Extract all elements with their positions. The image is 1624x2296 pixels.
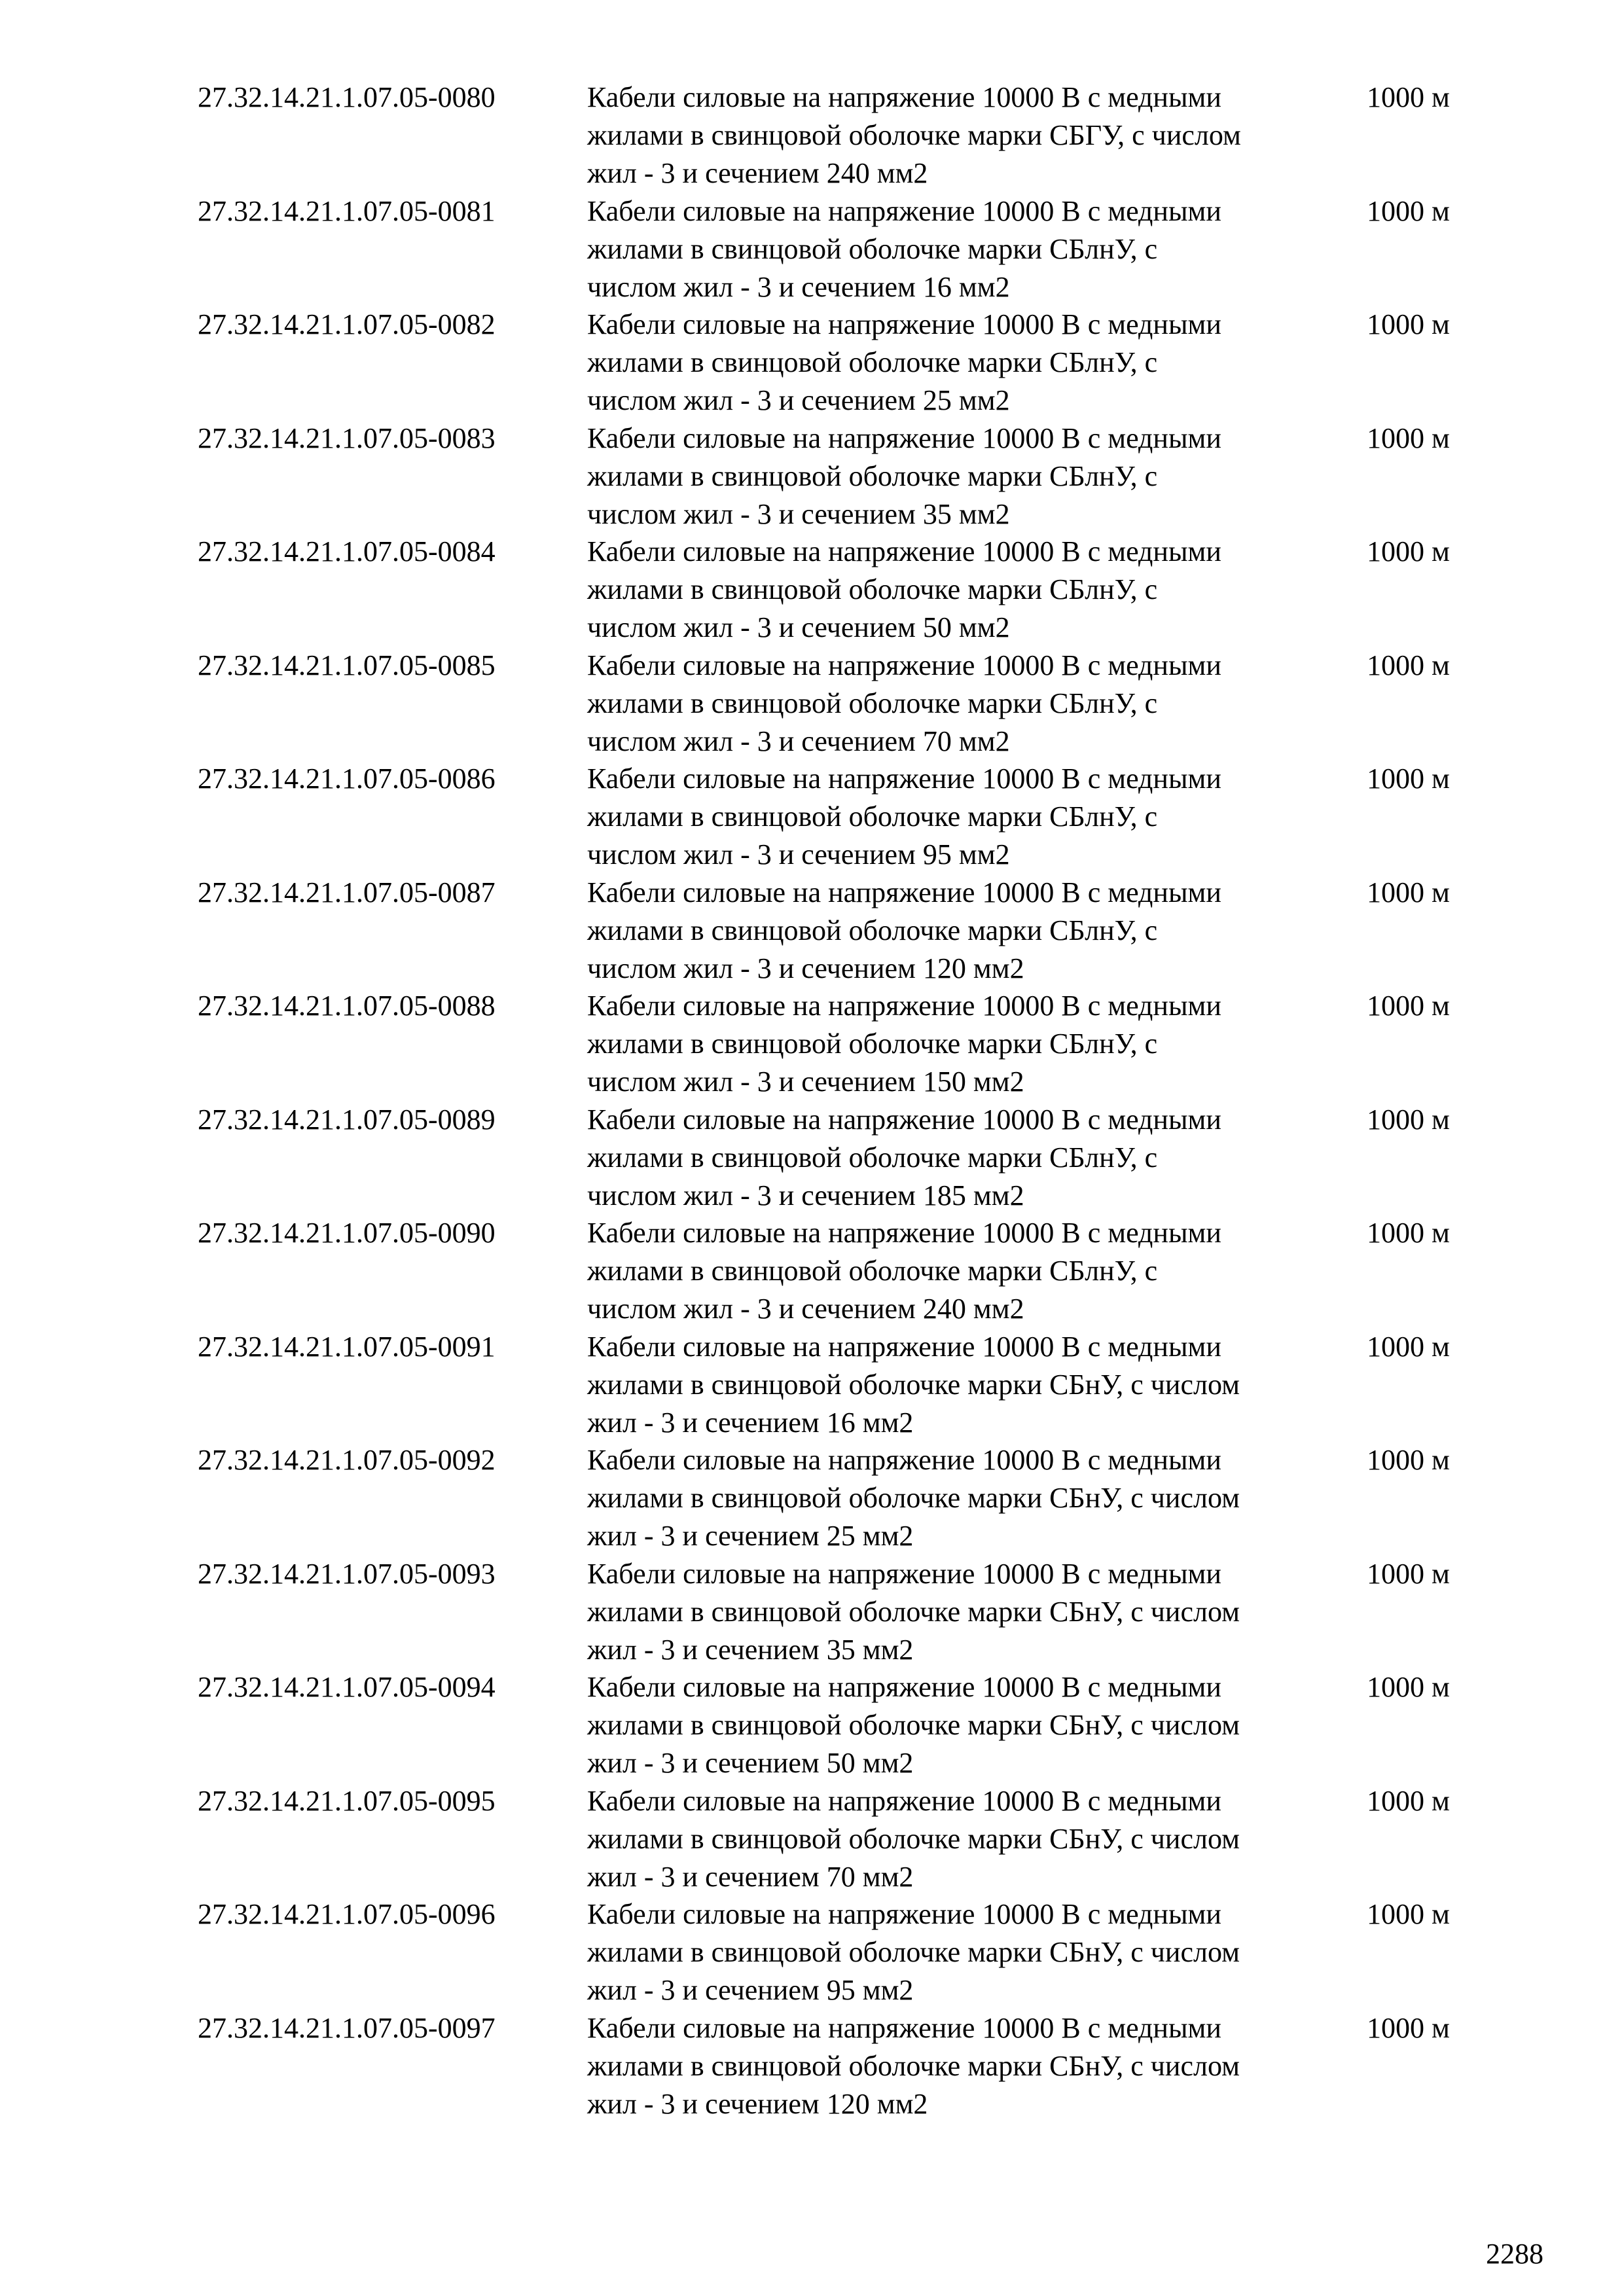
description-line: жилами в свинцовой оболочке марки СБнУ, с числом bbox=[587, 1822, 1240, 1855]
unit-of-measure: 1000 м bbox=[1367, 762, 1450, 795]
description-line: жил - 3 и сечением 95 мм2 bbox=[587, 1974, 914, 2006]
description-line: числом жил - 3 и сечением 95 мм2 bbox=[587, 838, 1010, 870]
description-line: Кабели силовые на напряжение 10000 В с медными bbox=[587, 1671, 1221, 1703]
unit-of-measure: 1000 м bbox=[1367, 81, 1450, 113]
description-line: Кабели силовые на напряжение 10000 В с медными bbox=[587, 876, 1221, 908]
table-row bbox=[0, 79, 1624, 192]
unit-of-measure: 1000 м bbox=[1367, 422, 1450, 454]
description-line: жилами в свинцовой оболочке марки СБлнУ, с bbox=[587, 1141, 1158, 1174]
resource-code: 27.32.14.21.1.07.05-0082 bbox=[198, 308, 496, 340]
description-line: жилами в свинцовой оболочке марки СБлнУ, с bbox=[587, 1028, 1158, 1060]
unit-of-measure: 1000 м bbox=[1367, 649, 1450, 681]
description-line: Кабели силовые на напряжение 10000 В с медными bbox=[587, 535, 1221, 567]
resource-description bbox=[587, 79, 1360, 192]
description-line: жилами в свинцовой оболочке марки СБлнУ, с bbox=[587, 346, 1158, 378]
resource-description bbox=[587, 2009, 1360, 2123]
resource-description bbox=[587, 1101, 1360, 1215]
description-line: жилами в свинцовой оболочке марки СБлнУ, с bbox=[587, 687, 1158, 719]
resource-description bbox=[587, 306, 1360, 420]
table-row bbox=[0, 1555, 1624, 1669]
description-line: Кабели силовые на напряжение 10000 В с медными bbox=[587, 649, 1221, 681]
description-line: жилами в свинцовой оболочке марки СБнУ, с числом bbox=[587, 1482, 1240, 1514]
description-line: Кабели силовые на напряжение 10000 В с медными bbox=[587, 990, 1221, 1022]
description-line: жилами в свинцовой оболочке марки СБГУ, с числом bbox=[587, 119, 1241, 151]
unit-of-measure: 1000 м bbox=[1367, 1330, 1450, 1363]
resource-code: 27.32.14.21.1.07.05-0095 bbox=[198, 1784, 496, 1817]
unit-of-measure: 1000 м bbox=[1367, 1898, 1450, 1930]
description-line: жилами в свинцовой оболочке марки СБлнУ, с bbox=[587, 573, 1158, 605]
description-line: жил - 3 и сечением 25 мм2 bbox=[587, 1520, 914, 1552]
description-line: числом жил - 3 и сечением 150 мм2 bbox=[587, 1066, 1024, 1098]
resource-code: 27.32.14.21.1.07.05-0092 bbox=[198, 1444, 496, 1476]
description-line: жилами в свинцовой оболочке марки СБлнУ, с bbox=[587, 232, 1158, 265]
description-line: жил - 3 и сечением 16 мм2 bbox=[587, 1406, 914, 1439]
table-row bbox=[0, 192, 1624, 306]
resource-description bbox=[587, 647, 1360, 761]
resource-description bbox=[587, 760, 1360, 874]
description-line: числом жил - 3 и сечением 25 мм2 bbox=[587, 384, 1010, 416]
description-line: числом жил - 3 и сечением 240 мм2 bbox=[587, 1293, 1024, 1325]
resource-description bbox=[587, 1895, 1360, 2009]
description-line: Кабели силовые на напряжение 10000 В с медными bbox=[587, 2011, 1221, 2044]
description-line: жил - 3 и сечением 35 мм2 bbox=[587, 1633, 914, 1666]
description-line: жилами в свинцовой оболочке марки СБлнУ, с bbox=[587, 914, 1158, 946]
resource-description bbox=[587, 1555, 1360, 1669]
table-row bbox=[0, 1214, 1624, 1328]
table-row bbox=[0, 306, 1624, 420]
description-line: числом жил - 3 и сечением 120 мм2 bbox=[587, 952, 1024, 984]
table-row bbox=[0, 1668, 1624, 1782]
description-line: жилами в свинцовой оболочке марки СБнУ, с числом bbox=[587, 2049, 1240, 2082]
unit-of-measure: 1000 м bbox=[1367, 990, 1450, 1022]
unit-of-measure: 1000 м bbox=[1367, 535, 1450, 567]
resource-description bbox=[587, 987, 1360, 1101]
table-row bbox=[0, 760, 1624, 874]
resource-description bbox=[587, 1441, 1360, 1555]
description-line: Кабели силовые на напряжение 10000 В с медными bbox=[587, 81, 1221, 113]
description-line: Кабели силовые на напряжение 10000 В с медными bbox=[587, 1898, 1221, 1930]
unit-of-measure: 1000 м bbox=[1367, 1444, 1450, 1476]
description-line: жил - 3 и сечением 70 мм2 bbox=[587, 1860, 914, 1893]
description-line: Кабели силовые на напряжение 10000 В с медными bbox=[587, 762, 1221, 795]
table-row bbox=[0, 987, 1624, 1101]
description-line: жилами в свинцовой оболочке марки СБнУ, с числом bbox=[587, 1368, 1240, 1401]
table-row bbox=[0, 874, 1624, 988]
table-row bbox=[0, 647, 1624, 761]
resource-code: 27.32.14.21.1.07.05-0086 bbox=[198, 762, 496, 795]
description-line: жилами в свинцовой оболочке марки СБлнУ, с bbox=[587, 459, 1158, 492]
resource-code: 27.32.14.21.1.07.05-0080 bbox=[198, 81, 496, 113]
description-line: Кабели силовые на напряжение 10000 В с медными bbox=[587, 194, 1221, 227]
unit-of-measure: 1000 м bbox=[1367, 194, 1450, 227]
resource-description bbox=[587, 533, 1360, 647]
resource-description bbox=[587, 1782, 1360, 1896]
resource-code: 27.32.14.21.1.07.05-0094 bbox=[198, 1671, 496, 1703]
resource-description bbox=[587, 874, 1360, 988]
table-row bbox=[0, 1441, 1624, 1555]
table-row bbox=[0, 2009, 1624, 2123]
resource-code: 27.32.14.21.1.07.05-0087 bbox=[198, 876, 496, 908]
description-line: Кабели силовые на напряжение 10000 В с медными bbox=[587, 1557, 1221, 1590]
resource-code: 27.32.14.21.1.07.05-0093 bbox=[198, 1557, 496, 1590]
description-line: жилами в свинцовой оболочке марки СБлнУ, с bbox=[587, 1255, 1158, 1287]
description-line: Кабели силовые на напряжение 10000 В с медными bbox=[587, 1444, 1221, 1476]
description-line: Кабели силовые на напряжение 10000 В с медными bbox=[587, 1784, 1221, 1817]
resource-code: 27.32.14.21.1.07.05-0081 bbox=[198, 194, 496, 227]
resource-code: 27.32.14.21.1.07.05-0096 bbox=[198, 1898, 496, 1930]
description-line: жилами в свинцовой оболочке марки СБлнУ, с bbox=[587, 800, 1158, 833]
description-line: Кабели силовые на напряжение 10000 В с медными bbox=[587, 308, 1221, 340]
table-row bbox=[0, 1895, 1624, 2009]
resource-code: 27.32.14.21.1.07.05-0084 bbox=[198, 535, 496, 567]
description-line: жил - 3 и сечением 120 мм2 bbox=[587, 2087, 928, 2120]
unit-of-measure: 1000 м bbox=[1367, 1557, 1450, 1590]
resource-description bbox=[587, 192, 1360, 306]
unit-of-measure: 1000 м bbox=[1367, 1671, 1450, 1703]
resource-code: 27.32.14.21.1.07.05-0091 bbox=[198, 1330, 496, 1363]
resource-table bbox=[0, 79, 1624, 2123]
resource-description bbox=[587, 1668, 1360, 1782]
description-line: жилами в свинцовой оболочке марки СБнУ, с числом bbox=[587, 1709, 1240, 1741]
table-row bbox=[0, 1101, 1624, 1215]
resource-code: 27.32.14.21.1.07.05-0090 bbox=[198, 1217, 496, 1249]
resource-code: 27.32.14.21.1.07.05-0088 bbox=[198, 990, 496, 1022]
resource-description bbox=[587, 1328, 1360, 1442]
description-line: Кабели силовые на напряжение 10000 В с медными bbox=[587, 1103, 1221, 1136]
unit-of-measure: 1000 м bbox=[1367, 308, 1450, 340]
description-line: жилами в свинцовой оболочке марки СБнУ, с числом bbox=[587, 1936, 1240, 1968]
unit-of-measure: 1000 м bbox=[1367, 1217, 1450, 1249]
resource-code: 27.32.14.21.1.07.05-0085 bbox=[198, 649, 496, 681]
page-number: 2288 bbox=[1486, 2238, 1543, 2270]
description-line: числом жил - 3 и сечением 16 мм2 bbox=[587, 270, 1010, 303]
table-row bbox=[0, 1328, 1624, 1442]
description-line: Кабели силовые на напряжение 10000 В с медными bbox=[587, 422, 1221, 454]
description-line: Кабели силовые на напряжение 10000 В с медными bbox=[587, 1217, 1221, 1249]
resource-description bbox=[587, 1214, 1360, 1328]
resource-description bbox=[587, 420, 1360, 533]
description-line: числом жил - 3 и сечением 185 мм2 bbox=[587, 1179, 1024, 1211]
description-line: жил - 3 и сечением 240 мм2 bbox=[587, 157, 928, 189]
description-line: числом жил - 3 и сечением 35 мм2 bbox=[587, 497, 1010, 530]
description-line: жилами в свинцовой оболочке марки СБнУ, с числом bbox=[587, 1595, 1240, 1628]
unit-of-measure: 1000 м bbox=[1367, 2011, 1450, 2044]
table-row bbox=[0, 1782, 1624, 1896]
resource-code: 27.32.14.21.1.07.05-0083 bbox=[198, 422, 496, 454]
unit-of-measure: 1000 м bbox=[1367, 1784, 1450, 1817]
table-row bbox=[0, 420, 1624, 533]
description-line: числом жил - 3 и сечением 50 мм2 bbox=[587, 611, 1010, 643]
resource-code: 27.32.14.21.1.07.05-0097 bbox=[198, 2011, 496, 2044]
table-row bbox=[0, 533, 1624, 647]
resource-code: 27.32.14.21.1.07.05-0089 bbox=[198, 1103, 496, 1136]
description-line: Кабели силовые на напряжение 10000 В с медными bbox=[587, 1330, 1221, 1363]
description-line: жил - 3 и сечением 50 мм2 bbox=[587, 1747, 914, 1779]
unit-of-measure: 1000 м bbox=[1367, 876, 1450, 908]
unit-of-measure: 1000 м bbox=[1367, 1103, 1450, 1136]
description-line: числом жил - 3 и сечением 70 мм2 bbox=[587, 725, 1010, 757]
